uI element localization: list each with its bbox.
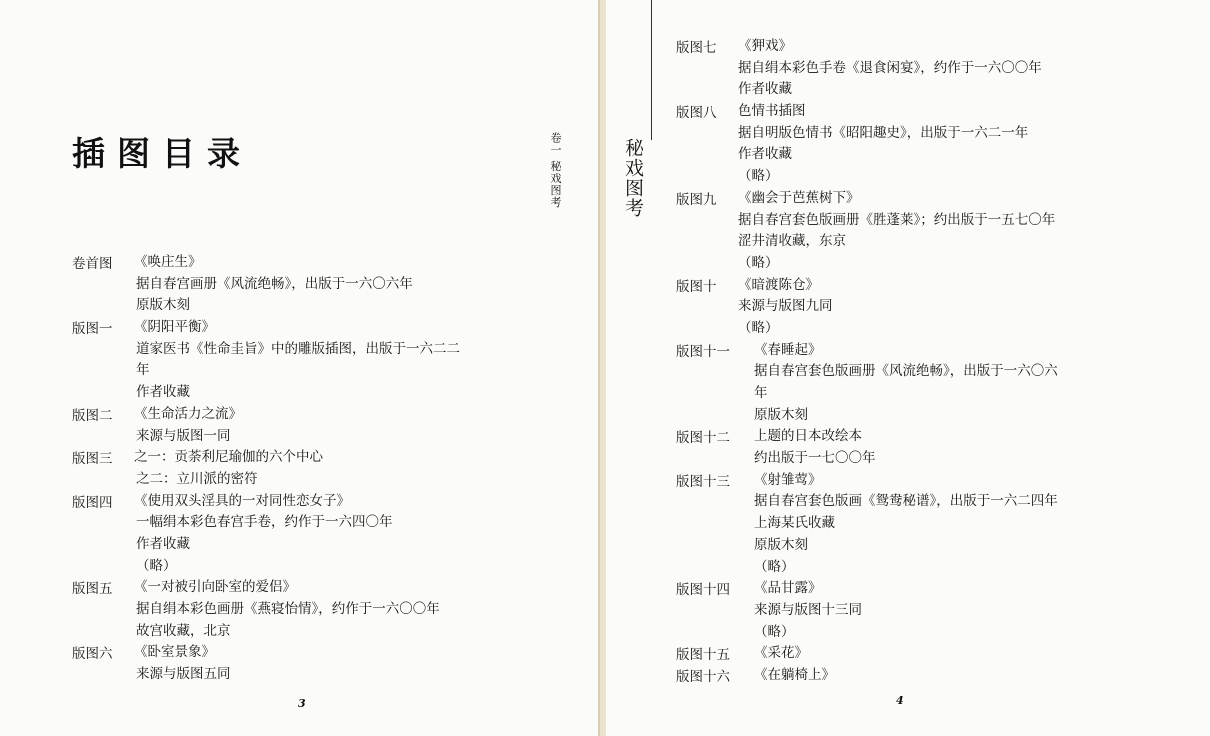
plate-detail: 作者收藏 — [136, 535, 190, 552]
toc-entry — [676, 101, 1146, 188]
plate-label: 版图二 — [72, 407, 113, 424]
plate-title: 《生命活力之流》 — [134, 405, 242, 422]
running-header: 卷一 秘戏图考 — [549, 132, 562, 209]
plate-label: 版图十一 — [676, 343, 730, 360]
plate-title: 《唤庄生》 — [134, 254, 202, 270]
plate-detail: （略） — [738, 319, 779, 336]
plate-title: 《采花》 — [754, 645, 808, 662]
plate-detail: （略） — [738, 168, 779, 185]
page-number: 3 — [298, 697, 306, 710]
plate-detail: 故宫收藏，北京 — [136, 622, 231, 639]
plate-detail: 据自春宫套色版画《鸳鸯秘谱》，出版于一六二四年 — [754, 493, 1058, 510]
plate-detail: 约出版于一七〇〇年 — [754, 450, 876, 467]
plate-label: 版图十六 — [676, 668, 730, 685]
plate-detail: 来源与版图五同 — [136, 666, 231, 683]
plate-detail: 作者收藏 — [738, 146, 792, 163]
plate-label: 版图七 — [676, 40, 717, 56]
plate-title: 《幽会于芭蕉树下》 — [738, 189, 860, 206]
toc-list-left — [72, 252, 542, 686]
toc-entry — [676, 470, 1146, 578]
plate-detail: 年 — [136, 362, 150, 379]
plate-detail: 来源与版图十三同 — [754, 601, 862, 618]
page-title: 插图目录 — [72, 134, 252, 173]
plate-detail: 上海某氏收藏 — [754, 515, 835, 532]
plate-title: 《春睡起》 — [754, 341, 822, 358]
plate-title: 《一对被引向卧室的爱侣》 — [134, 579, 296, 596]
plate-detail: （略） — [738, 254, 779, 271]
toc-entry — [676, 578, 1146, 643]
margin-rule — [651, 0, 652, 140]
plate-label: 版图十二 — [676, 430, 730, 447]
running-book-title: 秘戏图考 — [622, 138, 644, 218]
plate-title: 上题的日本改绘本 — [754, 428, 862, 445]
toc-entry — [72, 252, 542, 317]
toc-entry — [676, 643, 1146, 665]
plate-detail: 涩井清收藏，东京 — [738, 233, 846, 250]
toc-entry — [676, 36, 1146, 101]
plate-detail: 年 — [754, 385, 768, 401]
plate-title: 《品甘露》 — [754, 580, 822, 597]
toc-entry — [72, 491, 542, 578]
plate-detail: （略） — [136, 557, 177, 574]
plate-label: 版图三 — [72, 451, 113, 468]
plate-detail: 原版木刻 — [754, 406, 808, 423]
plate-title: 《狎戏》 — [738, 38, 792, 54]
toc-entry — [72, 317, 542, 404]
plate-detail: 据自绢本彩色手卷《退食闲宴》，约作于一六〇〇年 — [738, 59, 1042, 76]
plate-detail: 据自春宫套色版画册《风流绝畅》，出版于一六〇六 — [754, 363, 1058, 380]
toc-entry — [676, 275, 1146, 340]
plate-label: 版图四 — [72, 494, 113, 511]
plate-detail: （略） — [754, 558, 795, 575]
plate-title: 《射雏莺》 — [754, 471, 822, 488]
plate-label: 版图十 — [676, 278, 717, 295]
plate-detail: 据自春宫套色版画册《胜蓬莱》；约出版于一五七〇年 — [738, 211, 1056, 228]
plate-label: 版图六 — [72, 646, 113, 663]
plate-label: 版图八 — [676, 105, 717, 122]
plate-label: 卷首图 — [72, 256, 113, 272]
plate-label: 版图十五 — [676, 647, 730, 664]
plate-title: 《卧室景象》 — [134, 644, 215, 661]
plate-title: 《暗渡陈仓》 — [738, 276, 819, 293]
toc-entry — [676, 340, 1146, 427]
plate-title: 《在躺椅上》 — [754, 666, 835, 683]
toc-list-right — [676, 36, 1146, 687]
plate-detail: 来源与版图一同 — [136, 427, 231, 444]
toc-entry — [72, 577, 542, 642]
plate-label: 版图十四 — [676, 582, 730, 599]
plate-detail: 作者收藏 — [738, 81, 792, 98]
plate-detail: 原版木刻 — [754, 536, 808, 553]
plate-detail: 据自春宫画册《风流绝畅》，出版于一六〇六年 — [136, 275, 413, 292]
toc-entry — [72, 404, 542, 447]
plate-detail: 原版木刻 — [136, 297, 190, 314]
plate-title: 《使用双头淫具的一对同性恋女子》 — [134, 492, 350, 509]
plate-detail: 作者收藏 — [136, 384, 190, 401]
plate-detail: 据自绢本彩色画册《燕寝怡情》，约作于一六〇〇年 — [136, 601, 440, 617]
plate-detail: 之二：立川派的密符 — [136, 470, 258, 487]
book-gutter — [598, 0, 600, 736]
plate-title: 之一：贡荼利尼瑜伽的六个中心 — [134, 449, 323, 466]
plate-detail: 道家医书《性命圭旨》中的雕版插图，出版于一六二二 — [136, 340, 460, 357]
plate-label: 版图九 — [676, 191, 717, 208]
plate-detail: 来源与版图九同 — [738, 298, 833, 315]
plate-title: 色情书插图 — [738, 103, 806, 120]
plate-detail: 一幅绢本彩色春宫手卷，约作于一六四〇年 — [136, 514, 393, 531]
plate-title: 《阴阳平衡》 — [134, 319, 215, 336]
plate-label: 版图五 — [72, 581, 113, 598]
toc-entry — [676, 188, 1146, 275]
plate-label: 版图一 — [72, 321, 113, 338]
toc-entry — [72, 642, 542, 685]
toc-entry — [72, 447, 542, 490]
plate-detail: 据自明版色情书《昭阳趣史》，出版于一六二一年 — [738, 124, 1029, 141]
toc-entry — [676, 665, 1146, 687]
toc-entry — [676, 426, 1146, 469]
page-number: 4 — [896, 694, 904, 707]
plate-detail: （略） — [754, 623, 795, 640]
plate-label: 版图十三 — [676, 473, 730, 490]
